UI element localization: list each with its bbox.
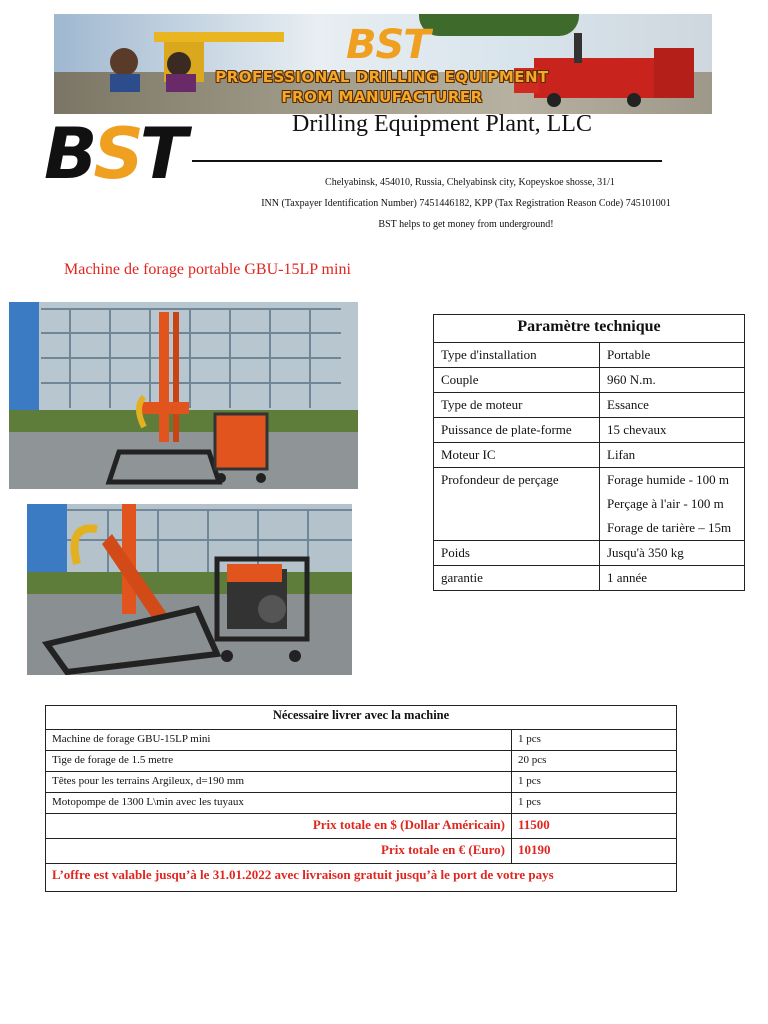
machine-photo-side xyxy=(27,504,352,675)
item-qty: 1 pcs xyxy=(512,772,677,793)
tech-value xyxy=(600,468,745,541)
depth-air: Perçage à l'air - 100 m xyxy=(607,496,724,511)
offer-row xyxy=(46,864,677,892)
tech-label: Moteur IC xyxy=(434,443,600,468)
item-qty: 20 pcs xyxy=(512,751,677,772)
company-name: Drilling Equipment Plant, LLC xyxy=(292,111,592,137)
machine-photo-front xyxy=(9,302,358,489)
tech-value: 15 chevaux xyxy=(600,418,745,443)
tech-label: Puissance de plate-forme xyxy=(434,418,600,443)
price-eur-row xyxy=(46,839,677,864)
table-row xyxy=(434,343,745,368)
tech-label: Profondeur de perçage xyxy=(434,468,600,541)
tech-label: garantie xyxy=(434,566,600,591)
tech-label: Type d'installation xyxy=(434,343,600,368)
item-name: Tige de forage de 1.5 metre xyxy=(46,751,512,772)
table-row xyxy=(46,751,677,772)
company-address: Chelyabinsk, 454010, Russia, Chelyabinsk city, Kopeyskoe shosse, 31/1 xyxy=(325,177,615,188)
table-row xyxy=(46,730,677,751)
tech-value: Portable xyxy=(600,343,745,368)
price-usd-value: 11500 xyxy=(512,814,677,839)
price-eur-value: 10190 xyxy=(512,839,677,864)
table-row xyxy=(46,772,677,793)
price-eur-label: Prix totale en € (Euro) xyxy=(46,839,512,864)
offer-validity-text: L’offre est valable jusqu’à le 31.01.2022 avec livraison gratuit jusqu’à le port de votre pays xyxy=(46,864,677,892)
item-name: Machine de forage GBU-15LP mini xyxy=(46,730,512,751)
banner-tagline-2: FROM MANUFACTURER xyxy=(281,88,483,106)
tech-label: Poids xyxy=(434,541,600,566)
tech-value: 1 année xyxy=(600,566,745,591)
company-logo: BST xyxy=(44,113,184,195)
company-registration: INN (Taxpayer Identification Number) 7451446182, KPP (Tax Registration Reason Code) 745101001 xyxy=(261,198,671,209)
delivery-table-heading: Nécessaire livrer avec la machine xyxy=(46,706,677,730)
technical-parameters-table xyxy=(433,314,745,591)
tech-value: 960 N.m. xyxy=(600,368,745,393)
table-row xyxy=(434,393,745,418)
delivery-contents-table xyxy=(45,705,677,892)
tech-label: Type de moteur xyxy=(434,393,600,418)
header-banner xyxy=(54,14,712,114)
company-slogan: BST helps to get money from underground! xyxy=(378,219,554,230)
table-row xyxy=(434,468,745,541)
table-row xyxy=(434,443,745,468)
tech-value: Lifan xyxy=(600,443,745,468)
price-usd-label: Prix totale en $ (Dollar Américain) xyxy=(46,814,512,839)
table-row xyxy=(434,418,745,443)
table-row xyxy=(46,793,677,814)
tech-value: Essance xyxy=(600,393,745,418)
depth-wet: Forage humide - 100 m xyxy=(607,472,730,487)
banner-brand: BST xyxy=(346,22,430,68)
product-title: Machine de forage portable GBU-15LP mini xyxy=(64,261,351,278)
tech-label: Couple xyxy=(434,368,600,393)
tech-table-heading: Paramètre technique xyxy=(434,315,745,343)
table-row xyxy=(434,541,745,566)
table-row xyxy=(434,368,745,393)
tech-value: Jusqu'à 350 kg xyxy=(600,541,745,566)
price-usd-row xyxy=(46,814,677,839)
item-name: Têtes pour les terrains Argileux, d=190 mm xyxy=(46,772,512,793)
header-divider xyxy=(192,160,662,162)
table-row xyxy=(434,566,745,591)
item-qty: 1 pcs xyxy=(512,793,677,814)
item-name: Motopompe de 1300 L\min avec les tuyaux xyxy=(46,793,512,814)
item-qty: 1 pcs xyxy=(512,730,677,751)
banner-tagline-1: PROFESSIONAL DRILLING EQUIPMENT xyxy=(215,68,549,86)
depth-auger: Forage de tarière – 15m xyxy=(607,520,732,535)
